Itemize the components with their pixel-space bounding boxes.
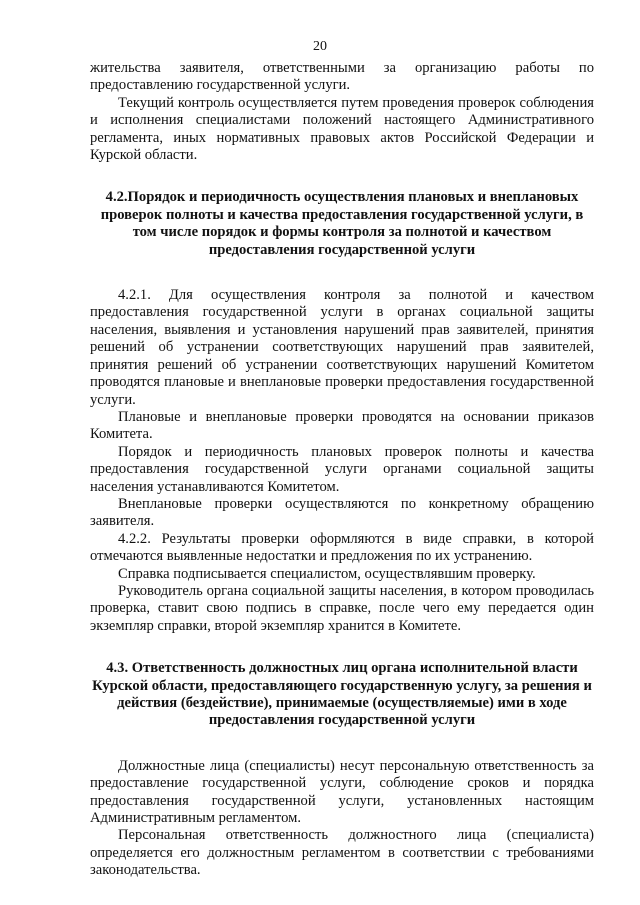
page-number: 20 — [313, 39, 327, 54]
paragraph-head-of-authority: Руководитель органа социальной защиты населения, в котором проводилась проверка, ставит свою подпись в справке, после чего ему передается один экземпляр справки, второй экземпляр хранится в Комитете. — [90, 582, 594, 634]
paragraph-officials-responsibility: Должностные лица (специалисты) несут персональную ответственность за предоставление государственной услуги, соблюдение сроков и порядка предоставления государственной услуги, установленных настоящим Административным регламентом. — [90, 757, 594, 827]
paragraph-intro: жительства заявителя, ответственными за организацию работы по предоставлению государственной услуги. — [90, 60, 594, 94]
paragraph-inspection-procedure: Порядок и периодичность плановых проверок полноты и качества предоставления государственной услуги органами социальной защиты населения устанавливаются Комитетом. — [90, 443, 594, 495]
paragraph-4-2-2: 4.2.2. Результаты проверки оформляются в виде справки, в которой отмечаются выявленные недостатки и предложения по их устранению. — [90, 530, 594, 565]
paragraph-current-control: Текущий контроль осуществляется путем проведения проверок соблюдения и исполнения специалистами положений настоящего Административного регламента, иных нормативных правовых актов Российской Федерации и Курской области. — [90, 94, 594, 164]
paragraph-planned-inspections: Плановые и внеплановые проверки проводятся на основании приказов Комитета. — [90, 408, 594, 443]
paragraph-personal-responsibility: Персональная ответственность должностного лица (специалиста) определяется его должностным регламентом в соответствии с требованиями законодательства. — [90, 827, 594, 879]
section-heading-4-3: 4.3. Ответственность должностных лиц органа исполнительной власти Курской области, предоставляющего государственную услугу, за решения и действия (бездействие), принимаемые (осуществляемые) ими в ходе предоставления государственной услуги — [92, 660, 592, 729]
paragraph-certificate-signed: Справка подписывается специалистом, осуществлявшим проверку. — [118, 565, 536, 582]
page-content — [90, 60, 594, 880]
paragraph-4-2-1: 4.2.1. Для осуществления контроля за полнотой и качеством предоставления государственной услуги в органах социальной защиты населения, выявления и установления нарушений прав заявителей, принятия решений об устранении соответствующих нарушений прав заявителей, принятия решений об устранении соответствующих нарушений Комитетом проводятся плановые и внеплановые проверки предоставления государственной услуги. — [90, 287, 594, 408]
paragraph-unscheduled-inspections: Внеплановые проверки осуществляются по конкретному обращению заявителя. — [90, 495, 594, 530]
section-heading-4-2: 4.2.Порядок и периодичность осуществления плановых и внеплановых проверок полноты и качества предоставления государственной услуги, в том числе порядок и формы контроля за полнотой и качеством предоставления государственной услуги — [100, 189, 584, 258]
